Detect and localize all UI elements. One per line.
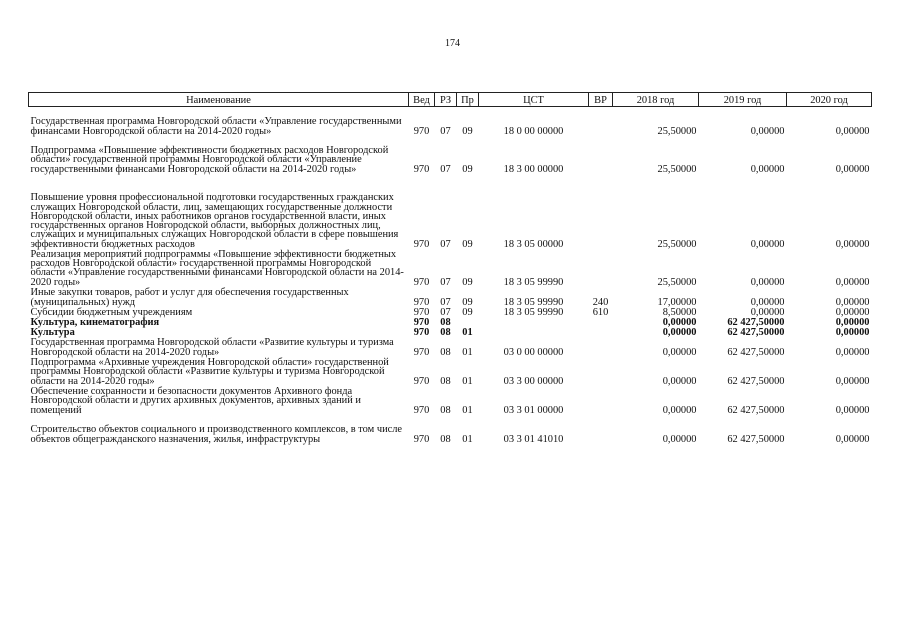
header-vr: ВР — [589, 93, 613, 107]
row-vr — [589, 107, 613, 137]
row-ved: 970 — [413, 163, 430, 175]
table-row — [29, 307, 872, 317]
row-ved: 970 — [413, 375, 430, 387]
row-rz: 08 — [440, 404, 451, 416]
row-2020: 0,00000 — [835, 296, 870, 308]
row-pr: 01 — [462, 404, 473, 416]
row-name: Государственная программа Новгородской области «Развитие культуры и туризма Новгородской области на 2014-2020 годы» — [30, 337, 394, 358]
row-2020: 0,00000 — [835, 238, 870, 250]
row-2020: 0,00000 — [835, 163, 870, 175]
table-row-section — [29, 317, 872, 327]
table-row — [29, 136, 872, 174]
row-ved: 970 — [413, 404, 430, 416]
table-header-row — [29, 93, 872, 107]
row-2020: 0,00000 — [835, 326, 870, 338]
table-row — [29, 386, 872, 415]
row-ved: 970 — [413, 296, 430, 308]
row-2018: 25,50000 — [657, 163, 697, 175]
row-vr — [589, 386, 613, 415]
row-2019: 62 427,50000 — [727, 433, 785, 445]
row-name: Повышение уровня профессиональной подготовки государственных гражданских служащих Новгородской области, лиц, замещающих государственные должности Новгородской области, иных работников органов государственной власти, иных государственных органов Новгородской области, выборных должностных лиц, служащих и муниципальных служащих Новгородской области в сфере повышения эффективности бюджетных расходов — [30, 192, 399, 250]
row-ved: 970 — [413, 433, 430, 445]
row-cst: 18 3 00 00000 — [503, 163, 564, 175]
row-cst: 03 3 00 00000 — [503, 375, 564, 387]
table-row — [29, 174, 872, 249]
row-vr: 610 — [592, 306, 609, 318]
row-name: Субсидии бюджетным учреждениям — [30, 306, 193, 318]
row-2020: 0,00000 — [835, 276, 870, 288]
row-ved: 970 — [413, 276, 430, 288]
row-pr: 01 — [462, 326, 473, 338]
row-2019: 0,00000 — [750, 306, 785, 318]
row-name: Государственная программа Новгородской области «Управление государственными финансами Новгородской области на 2014-2020 годы» — [30, 116, 402, 137]
row-2020: 0,00000 — [835, 375, 870, 387]
row-rz: 08 — [440, 326, 451, 338]
row-ved: 970 — [413, 316, 430, 328]
row-name: Культура — [30, 326, 75, 338]
row-2020: 0,00000 — [835, 316, 870, 328]
row-cst: 18 3 05 99990 — [503, 306, 564, 318]
table-row — [29, 337, 872, 357]
row-cst: 18 3 05 99990 — [503, 276, 564, 288]
row-2018: 25,50000 — [657, 125, 697, 137]
row-vr — [589, 415, 613, 444]
row-rz: 07 — [440, 238, 451, 250]
row-rz: 07 — [440, 125, 451, 137]
row-name: Строительство объектов социального и производственного комплексов, в том числе объектов общегражданского назначения, жилья, инфраструктуры — [30, 424, 403, 445]
header-name: Наименование — [29, 93, 409, 107]
row-rz: 07 — [440, 296, 451, 308]
table-row — [29, 107, 872, 137]
row-cst: 18 0 00 00000 — [503, 125, 564, 137]
row-pr: 01 — [462, 346, 473, 358]
row-2019: 62 427,50000 — [727, 375, 785, 387]
row-ved: 970 — [413, 326, 430, 338]
row-2018: 0,00000 — [662, 404, 697, 416]
row-2018: 25,50000 — [657, 276, 697, 288]
row-2019: 62 427,50000 — [727, 326, 785, 338]
table-row — [29, 357, 872, 386]
page-number: 174 — [445, 38, 460, 49]
header-2019: 2019 год — [699, 93, 787, 107]
row-cst — [479, 327, 589, 337]
table-row-section — [29, 327, 872, 337]
row-2019: 0,00000 — [750, 163, 785, 175]
table-row — [29, 249, 872, 287]
row-pr: 09 — [462, 276, 473, 288]
row-2019: 0,00000 — [750, 276, 785, 288]
row-pr: 09 — [462, 238, 473, 250]
row-rz: 08 — [440, 375, 451, 387]
row-cst: 03 3 01 41010 — [503, 433, 564, 445]
row-name: Иные закупки товаров, работ и услуг для обеспечения государственных (муниципальных) нужд — [30, 287, 349, 308]
row-name: Реализация мероприятий подпрограммы «Повышение эффективности бюджетных расходов Новгородской области» государственной программы Новгородской области «Управление государственными финансами Новгородской области на 2014-2020 годы» — [30, 248, 404, 288]
row-2020: 0,00000 — [835, 306, 870, 318]
row-2019: 62 427,50000 — [727, 346, 785, 358]
row-vr — [589, 249, 613, 287]
row-2019: 0,00000 — [750, 238, 785, 250]
row-rz: 08 — [440, 433, 451, 445]
row-pr: 01 — [462, 375, 473, 387]
row-ved: 970 — [413, 238, 430, 250]
row-2020: 0,00000 — [835, 433, 870, 445]
row-vr — [589, 337, 613, 357]
row-rz: 08 — [440, 346, 451, 358]
row-2018: 0,00000 — [662, 346, 697, 358]
row-2019: 62 427,50000 — [727, 316, 785, 328]
row-2018: 17,00000 — [657, 296, 697, 308]
row-name: Обеспечение сохранности и безопасности документов Архивного фонда Новгородской области и других архивных документов, архивных зданий и помещений — [30, 386, 361, 416]
row-2019: 0,00000 — [750, 296, 785, 308]
row-rz: 07 — [440, 306, 451, 318]
table-row — [29, 287, 872, 307]
table-row — [29, 415, 872, 444]
row-pr: 09 — [462, 306, 473, 318]
row-pr: 09 — [462, 296, 473, 308]
header-2020: 2020 год — [787, 93, 872, 107]
row-name: Подпрограмма «Архивные учреждения Новгородской области» государственной программы Новгородской области «Развитие культуры и туризма Новгородской области на 2014-2020 годы» — [30, 357, 389, 387]
row-vr — [589, 357, 613, 386]
row-ved: 970 — [413, 306, 430, 318]
row-vr: 240 — [592, 296, 609, 308]
row-cst: 03 0 00 00000 — [503, 346, 564, 358]
row-2018: 0,00000 — [662, 326, 697, 338]
row-rz: 07 — [440, 163, 451, 175]
row-pr: 01 — [462, 433, 473, 445]
row-2018: 25,50000 — [657, 238, 697, 250]
row-2019: 0,00000 — [750, 125, 785, 137]
row-name: Культура, кинематография — [30, 316, 160, 328]
row-vr — [589, 327, 613, 337]
row-2019: 62 427,50000 — [727, 404, 785, 416]
row-pr: 09 — [462, 125, 473, 137]
row-rz: 07 — [440, 276, 451, 288]
row-vr — [589, 174, 613, 249]
row-2018: 0,00000 — [662, 433, 697, 445]
row-cst: 18 3 05 00000 — [503, 238, 564, 250]
row-pr: 09 — [462, 163, 473, 175]
row-ved: 970 — [413, 346, 430, 358]
budget-table — [28, 92, 872, 444]
row-cst: 03 3 01 00000 — [503, 404, 564, 416]
header-cst: ЦСТ — [479, 93, 589, 107]
row-2020: 0,00000 — [835, 125, 870, 137]
row-name: Подпрограмма «Повышение эффективности бюджетных расходов Новгородской области» государственной программы Новгородской области «Управление государственными финансами Новгородской области на 2014-2020 годы» — [30, 145, 389, 175]
row-cst: 18 3 05 99990 — [503, 296, 564, 308]
row-vr — [589, 136, 613, 174]
row-2018: 0,00000 — [662, 316, 697, 328]
row-2018: 8,50000 — [662, 306, 697, 318]
row-2020: 0,00000 — [835, 346, 870, 358]
row-vr — [589, 317, 613, 327]
header-pr: Пр — [457, 93, 479, 107]
header-ved: Вед — [409, 93, 435, 107]
row-rz: 08 — [440, 316, 451, 328]
row-cst — [479, 317, 589, 327]
row-2018: 0,00000 — [662, 375, 697, 387]
row-pr — [457, 317, 479, 327]
header-rz: РЗ — [435, 93, 457, 107]
header-2018: 2018 год — [613, 93, 699, 107]
row-2020: 0,00000 — [835, 404, 870, 416]
row-ved: 970 — [413, 125, 430, 137]
